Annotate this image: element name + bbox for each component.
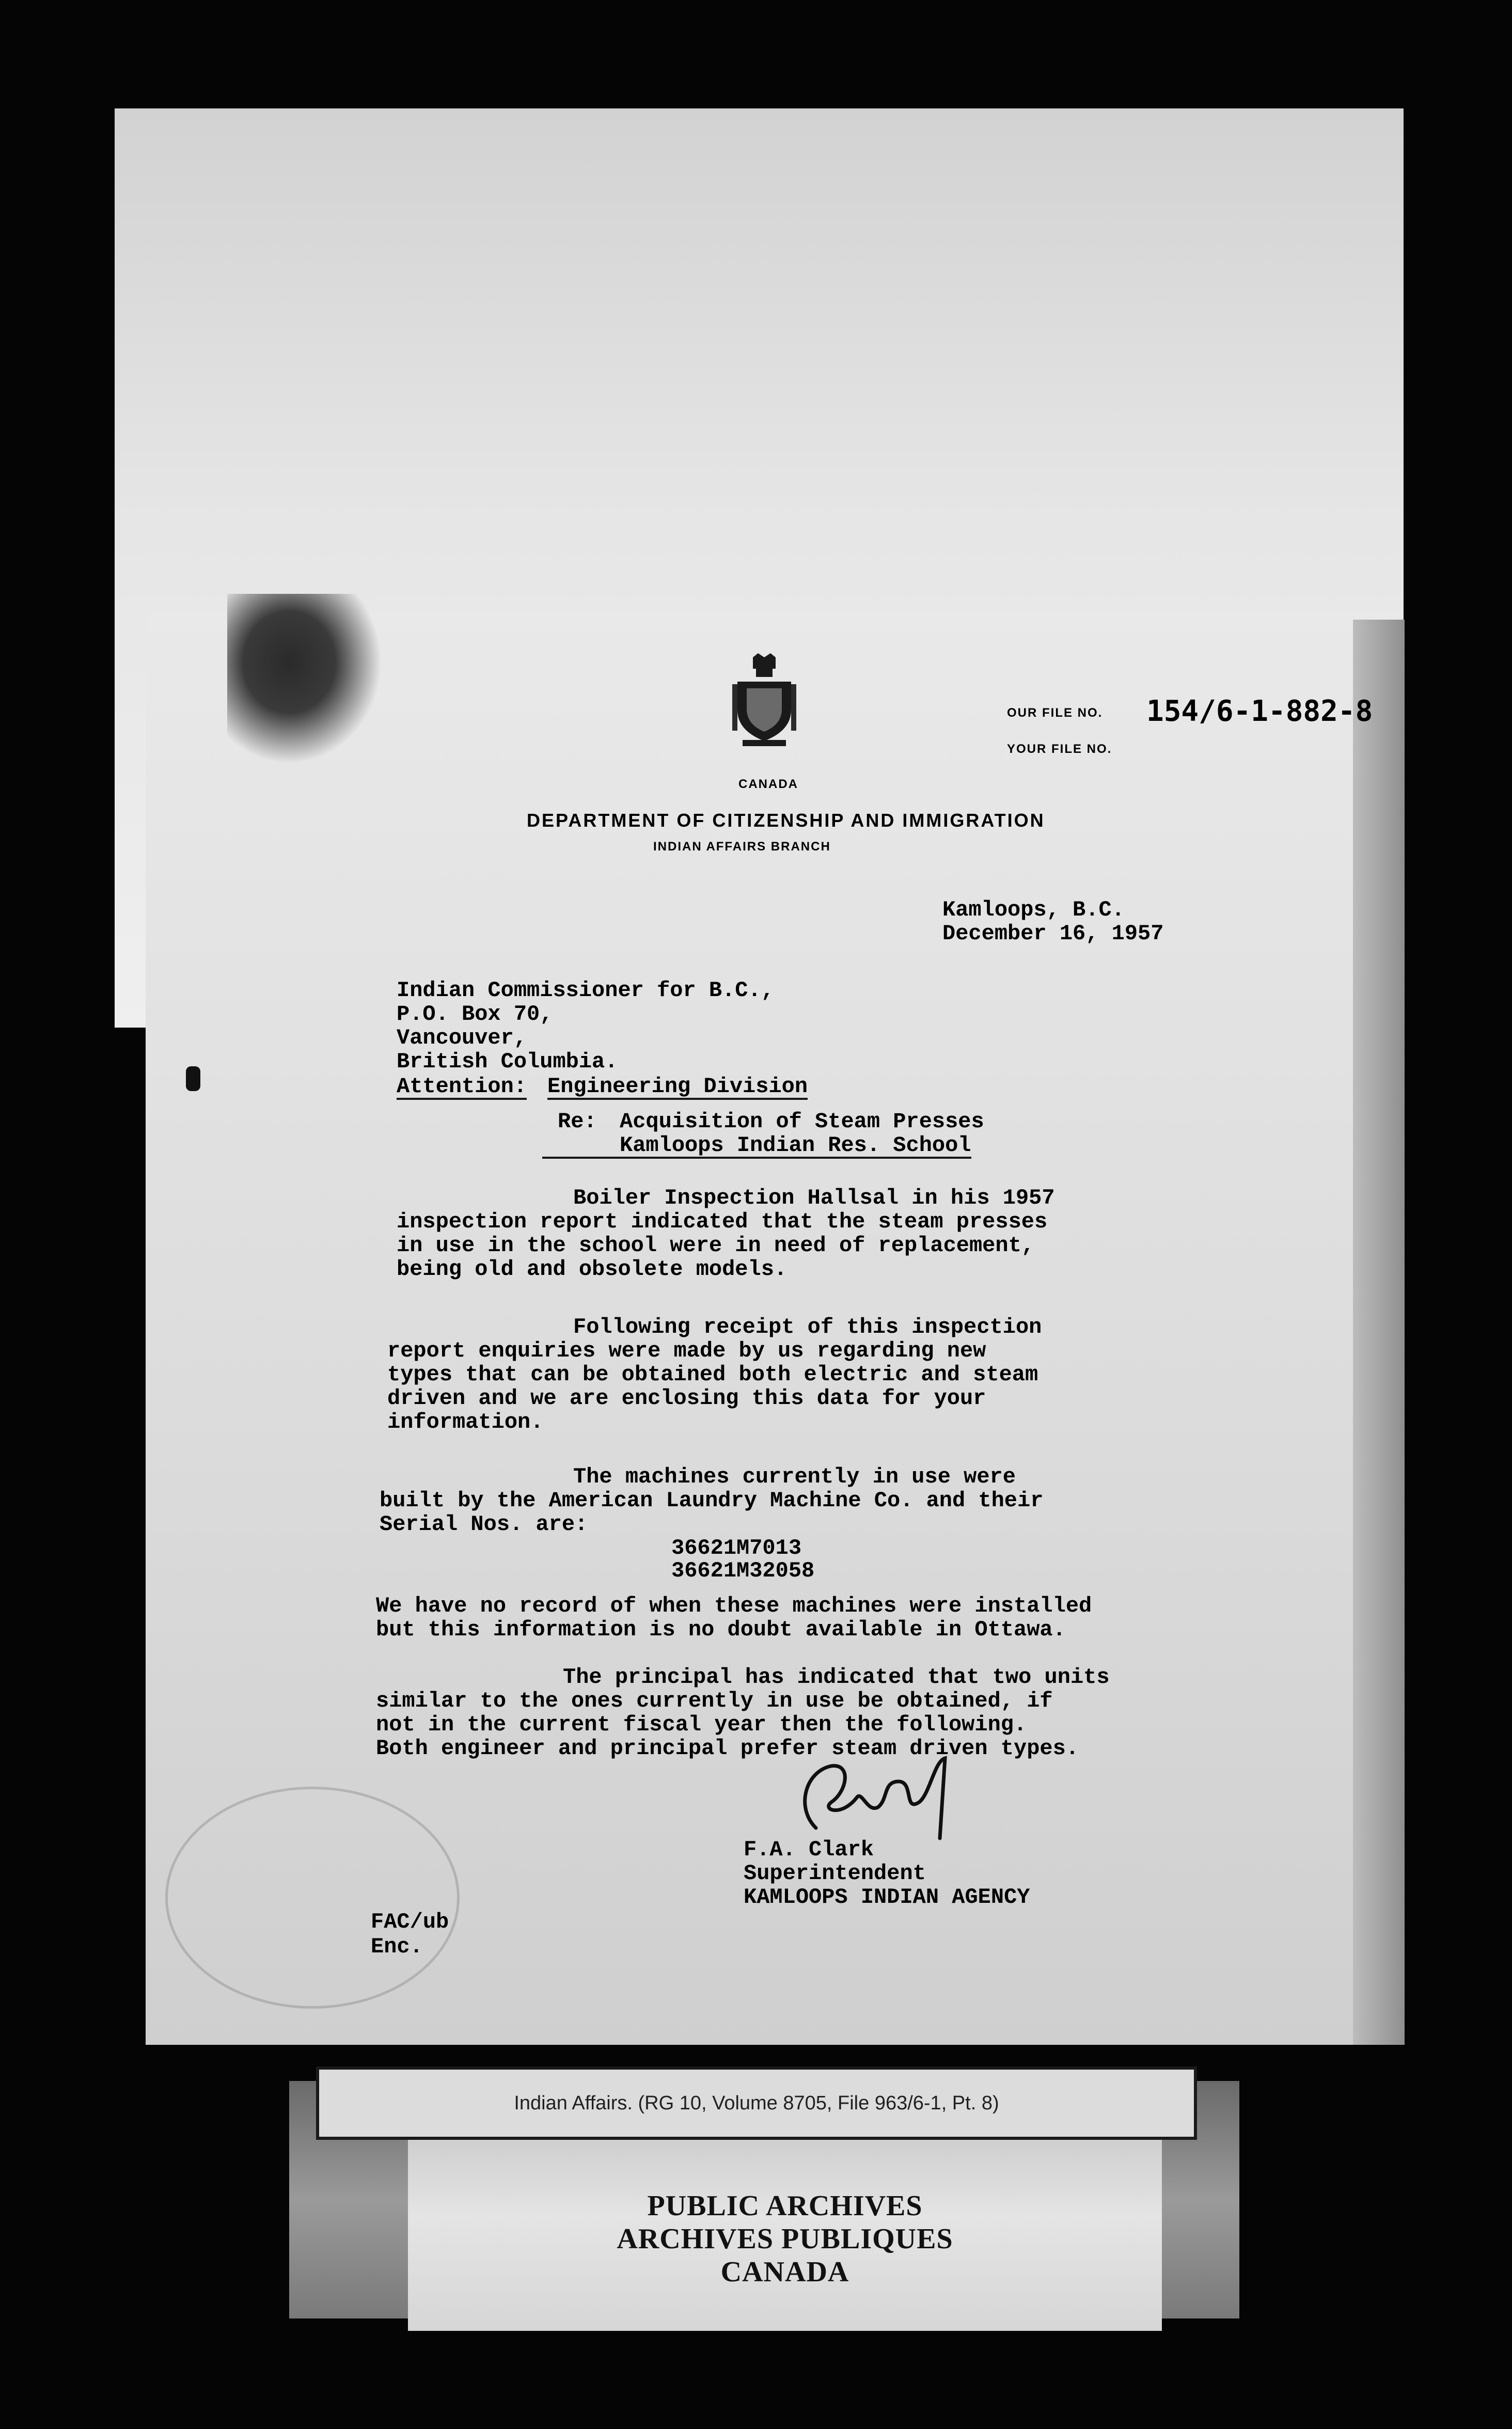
place: Kamloops, B.C. [942, 897, 1125, 922]
body-line: built by the American Laundry Machine Co. and their [380, 1488, 1044, 1513]
serial-number: 36621M32058 [671, 1558, 815, 1583]
torn-corner [227, 594, 382, 764]
body-line: We have no record of when these machines were installed [376, 1594, 1092, 1618]
subject-line-2: Kamloops Indian Res. School [542, 1134, 971, 1159]
signatory-agency: KAMLOOPS INDIAN AGENCY [744, 1885, 1030, 1910]
subject-line-1: Acquisition of Steam Presses [620, 1109, 984, 1134]
letterhead-country: CANADA [738, 777, 798, 791]
reference-initials: FAC/ub [371, 1910, 449, 1934]
attention-value: Engineering Division [547, 1074, 808, 1099]
our-file-number: 154/6-1-882-8 [1146, 695, 1373, 728]
archive-line-3: CANADA [720, 2256, 849, 2288]
body-line: Both engineer and principal prefer steam driven types. [376, 1736, 1079, 1761]
archive-stamp-card [408, 2140, 1162, 2331]
body-line: The machines currently in use were [573, 1464, 1016, 1489]
body-line: similar to the ones currently in use be obtained, if [376, 1689, 1053, 1713]
recipient-line: Vancouver, [397, 1026, 527, 1050]
body-line: Following receipt of this inspection [573, 1315, 1042, 1339]
recipient-line: P.O. Box 70, [397, 1002, 553, 1027]
letterhead-department: DEPARTMENT OF CITIZENSHIP AND IMMIGRATION [527, 810, 1045, 831]
body-line: in use in the school were in need of replacement, [397, 1233, 1035, 1258]
subject-label: Re: [558, 1109, 597, 1134]
body-line: inspection report indicated that the steam presses [397, 1209, 1048, 1234]
serial-number: 36621M7013 [671, 1536, 802, 1560]
your-file-label: YOUR FILE NO. [1007, 742, 1112, 756]
punch-hole [186, 1066, 200, 1091]
body-line: but this information is no doubt available in Ottawa. [376, 1617, 1066, 1642]
date: December 16, 1957 [942, 921, 1164, 946]
archive-line-2: ARCHIVES PUBLIQUES [617, 2223, 953, 2255]
letterhead-branch: INDIAN AFFAIRS BRANCH [653, 840, 831, 854]
body-line: types that can be obtained both electric and steam [387, 1362, 1038, 1387]
letter-edge-shadow [1353, 620, 1405, 2045]
recipient-line: Indian Commissioner for B.C., [397, 978, 774, 1003]
archive-line-1: PUBLIC ARCHIVES [647, 2190, 923, 2222]
body-line: driven and we are enclosing this data for your [387, 1386, 986, 1411]
archive-citation: Indian Affairs. (RG 10, Volume 8705, File 963/6-1, Pt. 8) [316, 2067, 1197, 2140]
body-line: information. [387, 1410, 544, 1434]
body-line: not in the current fiscal year then the following. [376, 1712, 1027, 1737]
body-line: being old and obsolete models. [397, 1257, 788, 1282]
faded-stamp [165, 1787, 460, 2009]
attention-label: Attention: [397, 1074, 527, 1099]
signatory-name: F.A. Clark [744, 1837, 874, 1862]
signatory-title: Superintendent [744, 1861, 926, 1886]
our-file-label: OUR FILE NO. [1007, 706, 1103, 720]
enclosure-note: Enc. [371, 1934, 423, 1959]
body-line: The principal has indicated that two units [563, 1665, 1110, 1690]
body-line: report enquiries were made by us regarding new [387, 1338, 986, 1363]
body-line: Serial Nos. are: [380, 1512, 588, 1537]
coat-of-arms-icon [732, 653, 796, 749]
recipient-line: British Columbia. [397, 1049, 618, 1074]
body-line: Boiler Inspection Hallsal in his 1957 [573, 1186, 1055, 1210]
